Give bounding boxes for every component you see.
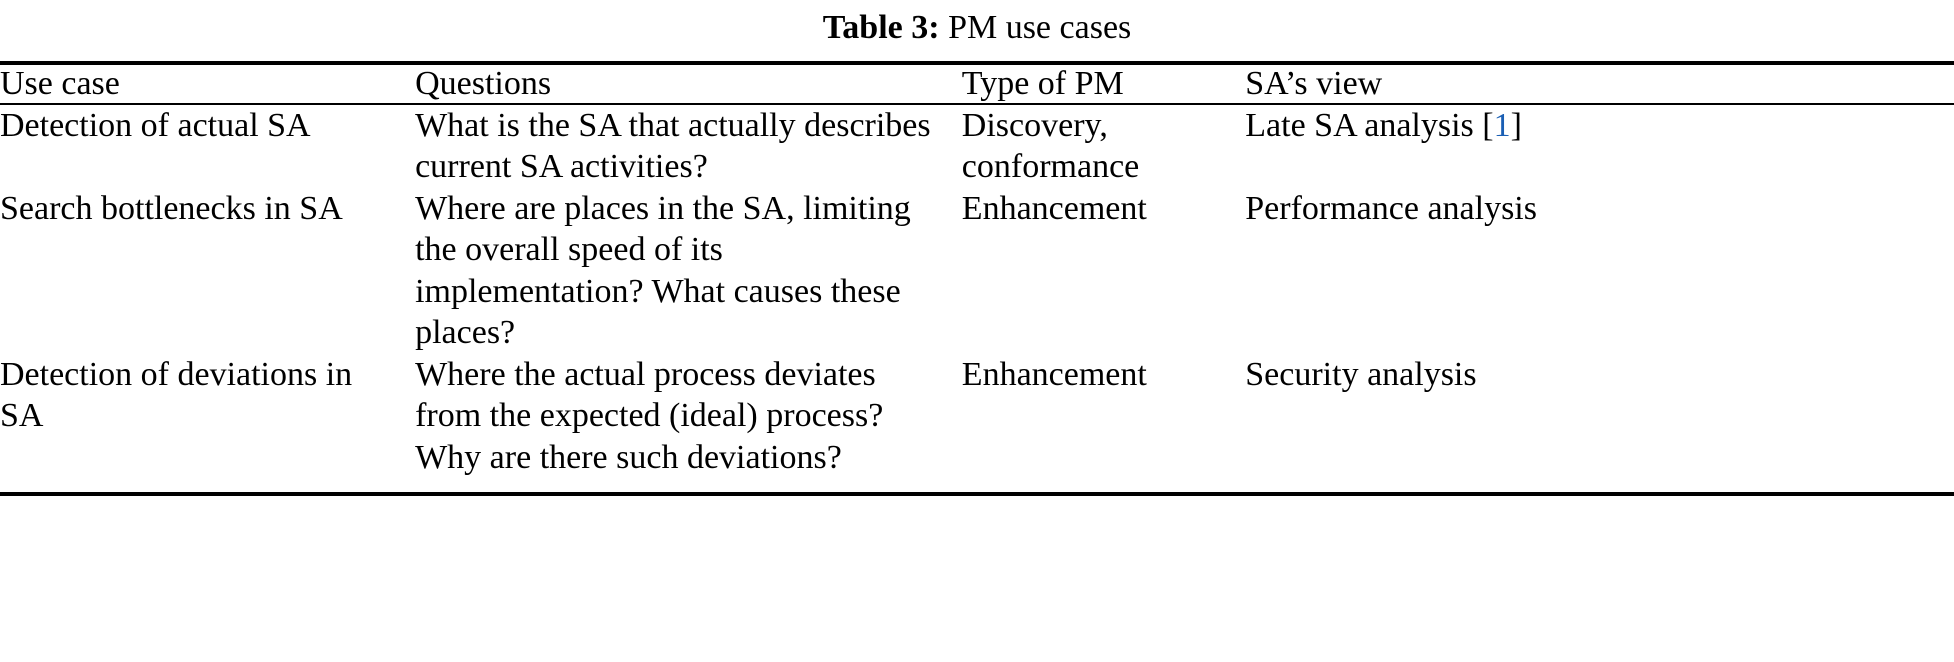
column-header-type-of-pm: Type of PM	[962, 63, 1245, 104]
citation-link[interactable]: 1	[1493, 106, 1511, 144]
table-bottom-rule	[0, 494, 1954, 496]
table-caption	[0, 0, 1954, 61]
column-header-sa-view: SA’s view	[1245, 63, 1954, 104]
cell-sa-view-suffix: ]	[1510, 106, 1522, 144]
cell-sa-view	[1245, 104, 1954, 188]
column-header-use-case: Use case	[0, 63, 415, 104]
cell-type-of-pm: Discovery, conformance	[961, 106, 1140, 186]
table-row	[0, 188, 1954, 354]
cell-questions: What is the SA that actually describes current SA activities?	[415, 106, 931, 186]
cell-sa-view: Performance analysis	[1245, 189, 1537, 227]
cell-sa-view-text: Late SA analysis [	[1245, 106, 1494, 144]
table-spacer	[0, 478, 1954, 494]
table-row	[0, 354, 1954, 478]
cell-type-of-pm: Enhancement	[961, 189, 1147, 227]
cell-use-case: Search bottlenecks in SA	[0, 189, 343, 227]
table-header-row	[0, 63, 1954, 104]
cell-sa-view: Security analysis	[1245, 355, 1477, 393]
cell-use-case: Detection of actual SA	[0, 106, 311, 144]
table-row	[0, 104, 1954, 188]
table-caption-text: PM use cases	[948, 9, 1132, 46]
cell-type-of-pm: Enhancement	[961, 355, 1147, 393]
cell-use-case: Detection of deviations in SA	[0, 355, 353, 435]
cell-questions: Where the actual process deviates from the expected (ideal) process? Why are there such deviations?	[415, 355, 884, 476]
pm-use-cases-table	[0, 61, 1954, 496]
column-header-questions: Questions	[415, 63, 962, 104]
table-caption-label: Table 3:	[822, 9, 940, 46]
cell-questions: Where are places in the SA, limiting the overall speed of its implementation? What causes these places?	[415, 189, 911, 352]
